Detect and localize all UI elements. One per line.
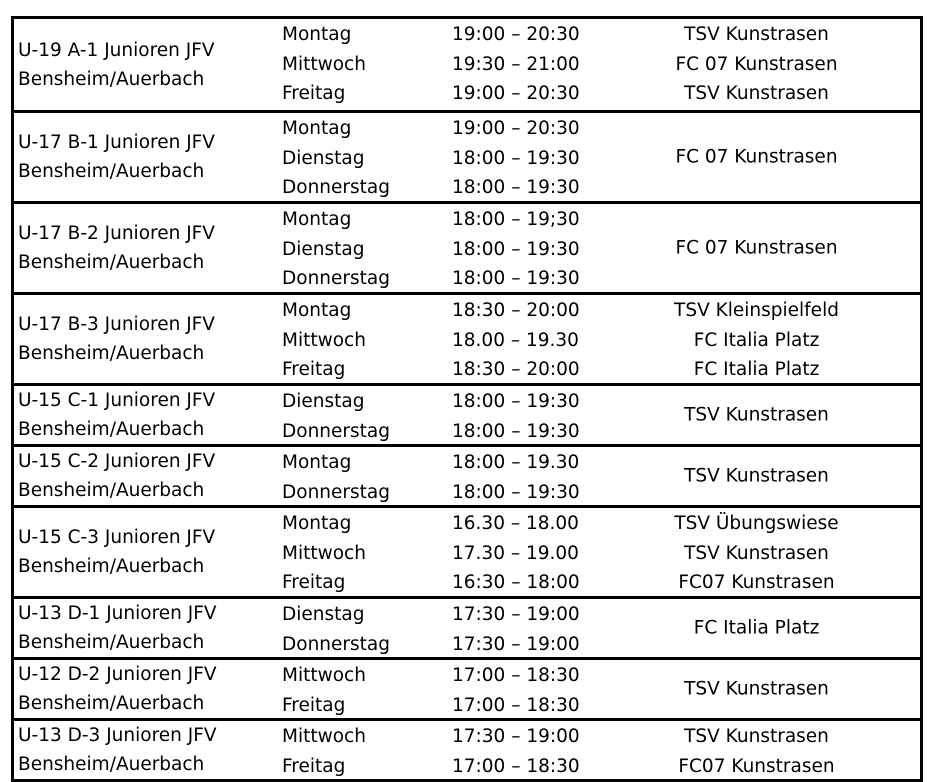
session-list — [282, 508, 582, 596]
venue-list — [594, 295, 919, 383]
session-row — [282, 722, 582, 751]
team-name-line2: Bensheim/Auerbach — [18, 556, 205, 577]
session-day: Dienstag — [282, 391, 365, 412]
training-schedule-table — [11, 16, 923, 782]
team-block — [14, 718, 920, 779]
team-name-line1: U-17 B-1 Junioren JFV — [18, 132, 215, 153]
team-block — [14, 292, 920, 383]
session-row — [282, 630, 582, 659]
venue: FC 07 Kunstrasen — [675, 237, 838, 259]
team-name-line1: U-19 A-1 Junioren JFV — [18, 39, 215, 61]
session-day: Montag — [282, 300, 352, 321]
session-row — [282, 235, 582, 264]
session-day: Dienstag — [282, 604, 365, 625]
team-name — [18, 508, 278, 596]
session-row — [282, 387, 582, 416]
session-day: Donnerstag — [282, 268, 390, 289]
session-time: 18:00 – 19:30 — [452, 421, 580, 442]
venue-list — [594, 113, 919, 201]
team-name — [18, 660, 278, 718]
venue: TSV Kleinspielfeld — [674, 300, 839, 321]
team-name-line1: U-17 B-3 Junioren JFV — [18, 314, 215, 335]
venue: TSV Kunstrasen — [684, 83, 829, 104]
session-list — [282, 19, 582, 110]
session-row — [282, 417, 582, 446]
session-time: 18:00 – 19:30 — [452, 148, 580, 169]
session-time: 16:30 – 18:00 — [452, 572, 580, 593]
session-list — [282, 447, 582, 505]
session-time: 17:30 – 19:00 — [452, 604, 580, 625]
team-name — [18, 204, 278, 292]
team-name-line1: U-17 B-2 Junioren JFV — [18, 223, 215, 244]
team-name — [18, 113, 278, 201]
session-day: Dienstag — [282, 148, 365, 169]
venue: TSV Kunstrasen — [684, 726, 829, 747]
session-row — [282, 79, 582, 108]
session-time: 19:00 – 20:30 — [452, 83, 580, 104]
venue-list — [594, 599, 919, 657]
session-row — [282, 144, 582, 173]
team-block — [14, 19, 920, 110]
venue: FC Italia Platz — [693, 617, 820, 639]
session-row — [282, 509, 582, 538]
session-list — [282, 599, 582, 657]
session-time: 18.00 – 19.30 — [452, 330, 579, 351]
session-list — [282, 113, 582, 201]
venue-list — [594, 508, 919, 596]
team-name-line2: Bensheim/Auerbach — [18, 419, 205, 440]
session-row — [282, 50, 582, 79]
venue: FC Italia Platz — [693, 330, 820, 351]
session-day: Freitag — [282, 572, 346, 593]
team-name-line2: Bensheim/Auerbach — [18, 754, 205, 775]
session-row — [282, 752, 582, 781]
team-name — [18, 447, 278, 505]
session-time: 19:00 – 20:30 — [452, 118, 580, 139]
session-time: 17:30 – 19:00 — [452, 726, 580, 747]
session-list — [282, 721, 582, 779]
session-row — [282, 478, 582, 507]
session-day: Montag — [282, 452, 352, 473]
venue: TSV Kunstrasen — [684, 678, 829, 700]
session-time: 19:00 – 20:30 — [452, 24, 580, 45]
session-time: 18:00 – 19:30 — [452, 239, 580, 260]
team-block — [14, 110, 920, 201]
session-row — [282, 691, 582, 720]
session-day: Montag — [282, 24, 352, 45]
team-block — [14, 657, 920, 718]
team-name-line1: U-13 D-1 Junioren JFV — [18, 603, 217, 624]
session-list — [282, 386, 582, 444]
session-day: Freitag — [282, 83, 346, 104]
team-name-line1: U-15 C-2 Junioren JFV — [18, 451, 216, 472]
session-day: Mittwoch — [282, 54, 366, 75]
session-row — [282, 355, 582, 384]
session-day: Freitag — [282, 695, 346, 716]
venue: FC07 Kunstrasen — [678, 572, 835, 593]
session-row — [282, 205, 582, 234]
venue: TSV Kunstrasen — [684, 24, 829, 45]
team-name-line2: Bensheim/Auerbach — [18, 632, 205, 653]
team-name-line2: Bensheim/Auerbach — [18, 68, 205, 90]
session-list — [282, 660, 582, 718]
team-name-line1: U-15 C-3 Junioren JFV — [18, 527, 216, 548]
team-name-line1: U-12 D-2 Junioren JFV — [18, 664, 217, 685]
venue: TSV Kunstrasen — [684, 543, 829, 564]
session-time: 18:00 – 19.30 — [452, 452, 580, 473]
venue: TSV Kunstrasen — [684, 465, 829, 487]
team-name — [18, 19, 278, 110]
session-row — [282, 173, 582, 202]
session-day: Dienstag — [282, 239, 365, 260]
session-list — [282, 204, 582, 292]
session-time: 18:00 – 19:30 — [452, 177, 580, 198]
venue-list — [594, 386, 919, 444]
venue-list — [594, 19, 919, 110]
team-block — [14, 444, 920, 505]
team-name-line2: Bensheim/Auerbach — [18, 161, 205, 182]
venue-list — [594, 660, 919, 718]
venue-list — [594, 204, 919, 292]
venue: FC Italia Platz — [693, 359, 820, 380]
session-day: Montag — [282, 513, 352, 534]
session-day: Mittwoch — [282, 330, 366, 351]
team-block — [14, 383, 920, 444]
team-name — [18, 721, 278, 779]
session-row — [282, 661, 582, 690]
session-time: 18:30 – 20:00 — [452, 359, 580, 380]
session-row — [282, 296, 582, 325]
session-time: 18:00 – 19:30 — [452, 268, 580, 289]
session-day: Mittwoch — [282, 726, 366, 747]
session-row — [282, 20, 582, 49]
team-block — [14, 201, 920, 292]
session-row — [282, 600, 582, 629]
session-row — [282, 114, 582, 143]
team-name-line2: Bensheim/Auerbach — [18, 480, 205, 501]
session-day: Montag — [282, 209, 352, 230]
session-time: 17:00 – 18:30 — [452, 695, 580, 716]
session-time: 18:30 – 20:00 — [452, 300, 580, 321]
session-row — [282, 568, 582, 597]
session-row — [282, 448, 582, 477]
session-day: Freitag — [282, 756, 346, 777]
team-name — [18, 295, 278, 383]
session-day: Donnerstag — [282, 177, 390, 198]
session-time: 19:30 – 21:00 — [452, 54, 580, 75]
venue: FC 07 Kunstrasen — [675, 146, 838, 168]
session-time: 16.30 – 18.00 — [452, 513, 579, 534]
team-name-line2: Bensheim/Auerbach — [18, 343, 205, 364]
session-time: 18:00 – 19;30 — [452, 209, 580, 230]
session-day: Donnerstag — [282, 634, 390, 655]
venue-list — [594, 721, 919, 779]
session-list — [282, 295, 582, 383]
session-day: Donnerstag — [282, 482, 390, 503]
team-block — [14, 505, 920, 596]
session-day: Mittwoch — [282, 543, 366, 564]
team-block — [14, 596, 920, 657]
session-day: Montag — [282, 118, 352, 139]
venue-list — [594, 447, 919, 505]
session-day: Freitag — [282, 359, 346, 380]
session-row — [282, 539, 582, 568]
session-day: Donnerstag — [282, 421, 390, 442]
session-time: 17:00 – 18:30 — [452, 665, 580, 686]
session-row — [282, 326, 582, 355]
session-row — [282, 264, 582, 293]
session-day: Mittwoch — [282, 665, 366, 686]
venue: TSV Übungswiese — [674, 513, 839, 534]
session-time: 17.30 – 19.00 — [452, 543, 579, 564]
session-time: 18:00 – 19:30 — [452, 482, 580, 503]
team-name-line2: Bensheim/Auerbach — [18, 693, 205, 714]
venue: FC07 Kunstrasen — [678, 756, 835, 777]
team-name-line2: Bensheim/Auerbach — [18, 252, 205, 273]
venue: TSV Kunstrasen — [684, 404, 829, 426]
venue: FC 07 Kunstrasen — [675, 54, 838, 75]
team-name — [18, 386, 278, 444]
session-time: 18:00 – 19:30 — [452, 391, 580, 412]
team-name-line1: U-15 C-1 Junioren JFV — [18, 390, 216, 411]
team-name-line1: U-13 D-3 Junioren JFV — [18, 725, 217, 746]
session-time: 17:00 – 18:30 — [452, 756, 580, 777]
session-time: 17:30 – 19:00 — [452, 634, 580, 655]
team-name — [18, 599, 278, 657]
